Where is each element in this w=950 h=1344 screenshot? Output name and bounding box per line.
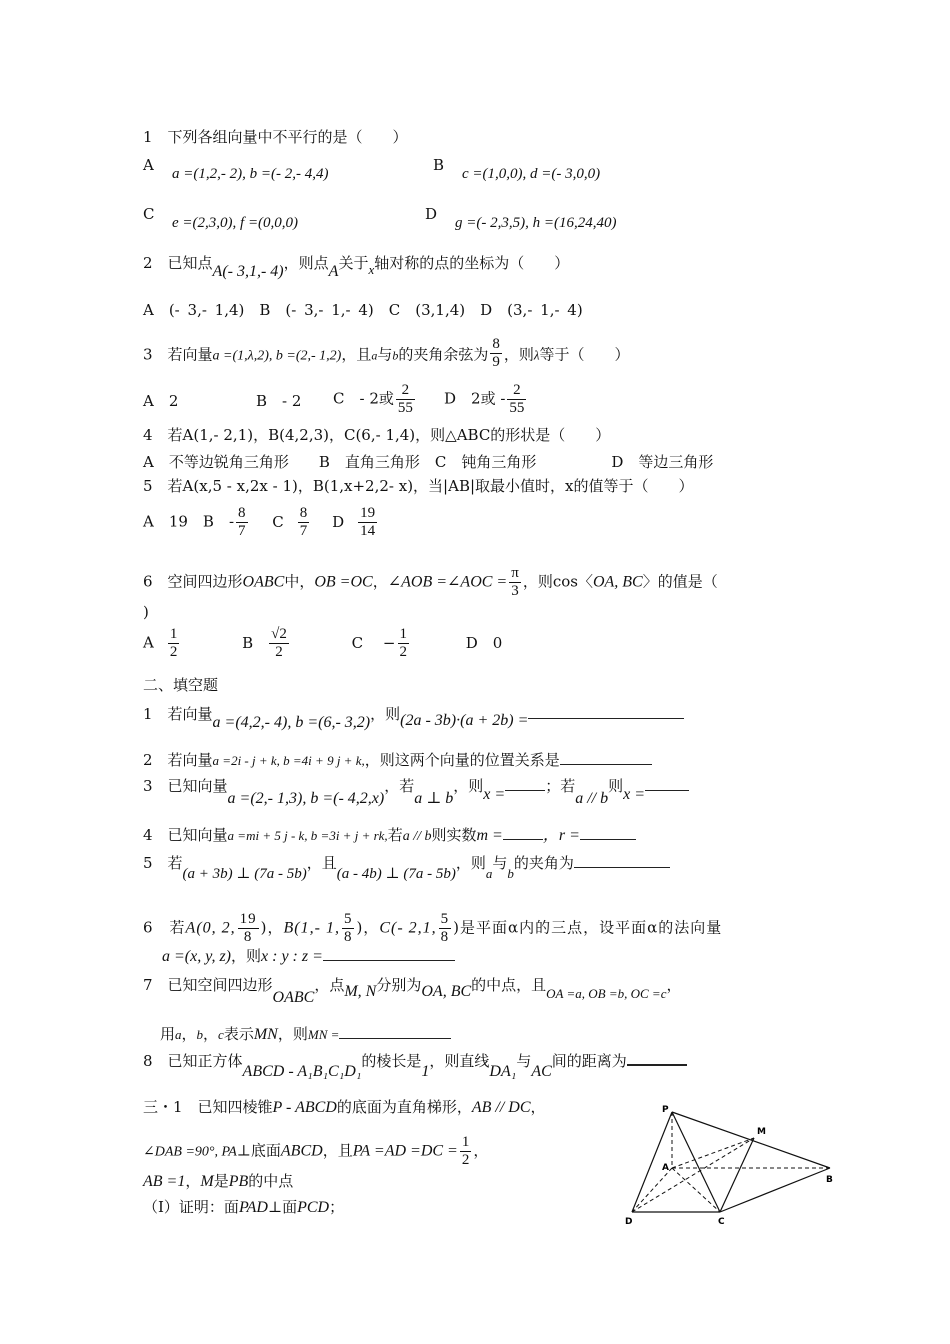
fill-7-line-1: 7 已知空间四边形OABC，点M, N分别为OA, BC的中点，且OA =a, OB =b, OC =c，	[143, 976, 682, 1006]
label-b: B	[826, 1175, 833, 1185]
section-2-heading: 二、填空题	[143, 676, 219, 694]
q1-option-a: a =(1,2,- 2), b =(- 2,- 4,4)	[172, 166, 329, 182]
q2-options: A (- 3,- 1,4) B (- 3,- 1,- 4) C (3,1,4) D (3,- 1,- 4)	[143, 301, 583, 319]
fill-5: 5 若(a + 3b) ⊥ (7a - 5b)，且(a - 4b) ⊥ (7a - 5b)，则a与b的夹角为	[143, 853, 670, 873]
label-d: D	[625, 1217, 633, 1227]
q1-stem: 1 下列各组向量中不平行的是（ ）	[143, 128, 408, 146]
q3-option-a: A 2	[143, 392, 179, 410]
fill-4: 4 已知向量a =mi + 5 j - k, b =3i + j + rk,若a // b则实数m = ，r =	[143, 825, 636, 846]
q1-option-c-label: C	[143, 205, 155, 223]
s3-line-2: ∠DAB =90°, PA⊥底面ABCD，且PA =AD =DC = $\frac{1}{2}$ ，	[143, 1134, 489, 1168]
fill-5-blank[interactable]	[574, 853, 670, 868]
q3-option-c: C - 2或 $\frac{2}{55}$	[333, 382, 413, 416]
fill-4-blank-r[interactable]	[580, 825, 636, 840]
s3-line-1: 三・1 已知四棱锥P - ABCD的底面为直角梯形，AB // DC，	[143, 1098, 546, 1116]
q1-option-b: c =(1,0,0), d =(- 3,0,0)	[462, 166, 601, 182]
fill-2-blank[interactable]	[560, 750, 652, 765]
q3-option-d: D 2或 - $\frac{2}{55}$	[444, 382, 525, 416]
q5-stem: 5 若A(x,5 - x,2x - 1)，B(1,x+2,2- x)，当|AB|取最小值时，x的值等于（ ）	[143, 477, 694, 495]
q3-option-b: B - 2	[256, 392, 302, 410]
label-p: P	[662, 1105, 669, 1115]
fill-4-blank-m[interactable]	[503, 825, 543, 840]
fill-7-blank[interactable]	[339, 1024, 451, 1039]
q6-stem: 6 空间四边形OABC中，OB =OC，∠AOB =∠AOC = $\frac{\pi}{3}$ ，则cos〈OA, BC〉的值是（	[143, 565, 718, 599]
q1-option-d-label: D	[425, 205, 438, 223]
fill-1: 1 若向量a =(4,2,- 4), b =(6,- 3,2)，则(2a - 3b)·(a + 2b) =	[143, 704, 684, 724]
fill-8-blank[interactable]	[627, 1050, 687, 1066]
q5-options: A 19 B - $\frac{8}{7}$ C $\frac{8}{7}$ D $\frac{19}{14}$	[143, 505, 376, 539]
q1-option-b-label: B	[433, 156, 445, 174]
q6-options: A $\frac{1}{2}$ B $\frac{√2}{2}$ C − $\frac{1}{2}$ D 0	[143, 626, 503, 660]
q4-stem: 4 若A(1,- 2,1)，B(4,2,3)，C(6,- 1,4)，则△ABC的形状是（ ）	[143, 426, 611, 444]
fill-7-line-2: 用a，b，c表示MN，则MN =	[160, 1024, 451, 1044]
label-c: C	[718, 1217, 725, 1227]
fill-1-blank[interactable]	[528, 704, 684, 719]
s3-line-4: （Ⅰ）证明：面PAD⊥面PCD；	[143, 1198, 345, 1216]
fill-6-blank[interactable]	[323, 946, 455, 961]
fill-3: 3 已知向量a =(2,- 1,3), b =(- 4,2,x)，若a ⊥ b，则x = ；若a // b则x =	[143, 776, 689, 796]
fill-3-blank-par[interactable]	[645, 776, 689, 791]
fill-8: 8 已知正方体ABCD - A₁B₁C₁D₁的棱长是1，则直线DA₁与AC间的距离为	[143, 1050, 687, 1071]
fill-6-line-1: 6 若A(0, 2, $\frac{19}{8}$ )，B(1,- 1, $\frac{5}{8}$ )，C(- 2,1, $\frac{5}{8}$ )是平面α内的三点，设平面α的法向量	[143, 911, 723, 945]
label-m: M	[757, 1127, 766, 1137]
label-a: A	[662, 1163, 669, 1173]
q6-close-paren: )	[143, 603, 149, 621]
fill-2: 2 若向量a =2i - j + k, b =4i + 9 j + k,，则这两个向量的位置关系是	[143, 750, 652, 770]
q2-stem: 2 已知点A(- 3,1,- 4)，则点A关于x轴对称的点的坐标为（ ）	[143, 254, 570, 280]
q1-option-a-label: A	[143, 156, 154, 174]
q3-stem: 3 若向量a =(1,λ,2), b =(2,- 1,2)，且a与b的夹角余弦为 $\frac{8}{9}$ ，则λ等于（ ）	[143, 336, 630, 370]
q1-option-c: e =(2,3,0), f =(0,0,0)	[172, 215, 299, 231]
fill-3-blank-perp[interactable]	[505, 776, 545, 791]
q4-options: A 不等边锐角三角形 B 直角三角形 C 钝角三角形 D 等边三角形	[143, 453, 714, 471]
fill-6-line-2: a =(x, y, z)，则x : y : z =	[162, 946, 455, 966]
pyramid-figure	[620, 1100, 840, 1230]
s3-line-3: AB =1，M是PB的中点	[143, 1172, 294, 1190]
q1-option-d: g =(- 2,3,5), h =(16,24,40)	[455, 215, 617, 231]
